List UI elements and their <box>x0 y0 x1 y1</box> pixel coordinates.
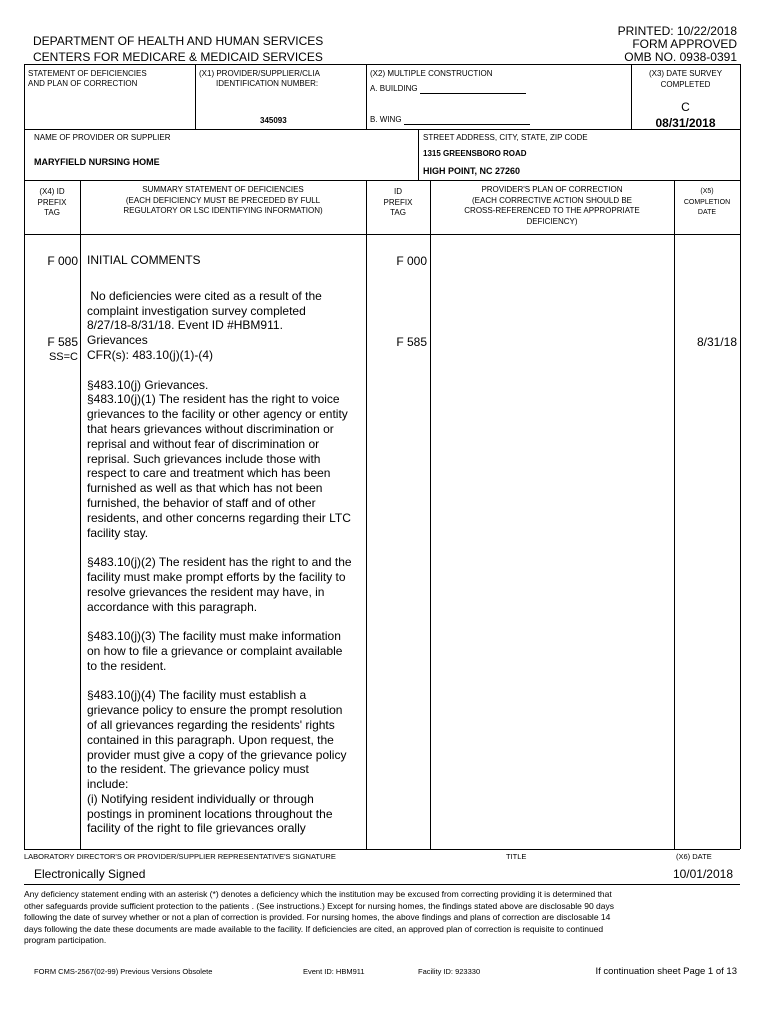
building-blank <box>420 85 526 94</box>
divider-line <box>24 234 740 235</box>
paragraph-483-10j3: §483.10(j)(3) The facility must make information on how to file a grievance or complaint available to the resident. <box>87 629 343 673</box>
divider-line <box>430 180 431 849</box>
completion-date: 8/31/18 <box>696 335 737 349</box>
right-border <box>740 64 741 849</box>
provider-name-label: NAME OF PROVIDER OR SUPPLIER <box>34 133 171 142</box>
tag-f000: F 000 <box>47 254 78 268</box>
divider-line <box>80 180 81 849</box>
wing-field: B. WING <box>370 115 530 125</box>
top-border <box>24 64 740 65</box>
paragraph-483-10j2: §483.10(j)(2) The resident has the right to and the facility must make prompt efforts by the facility to resolve grievances the resident may have, in accordance with this paragraph. <box>87 555 352 614</box>
x4-header: (X4) ID PREFIX TAG <box>37 187 67 217</box>
x2-label: (X2) MULTIPLE CONSTRUCTION <box>370 69 493 78</box>
left-border <box>24 64 25 849</box>
form-number: FORM CMS-2567(02-99) Previous Versions Obsolete <box>34 967 213 976</box>
street-address: 1315 GREENSBORO ROAD <box>423 149 527 158</box>
address-label: STREET ADDRESS, CITY, STATE, ZIP CODE <box>423 133 588 142</box>
department-title: DEPARTMENT OF HEALTH AND HUMAN SERVICES <box>33 34 324 48</box>
facility-id: Facility ID: 923330 <box>418 967 481 976</box>
x5-header: (X5) COMPLETION DATE <box>683 188 731 216</box>
divider-line <box>195 64 196 129</box>
summary-text <box>87 253 362 836</box>
signature-date: 10/01/2018 <box>672 867 733 881</box>
wing-blank <box>404 116 530 125</box>
id-f000: F 000 <box>396 254 427 268</box>
centers-title: CENTERS FOR MEDICARE & MEDICAID SERVICES <box>33 50 323 64</box>
signature-value: Electronically Signed <box>34 867 146 881</box>
signature-label: LABORATORY DIRECTOR'S OR PROVIDER/SUPPLIER REPRESENTATIVE'S SIGNATURE <box>24 852 336 861</box>
form-approved: FORM APPROVED <box>632 37 737 51</box>
divider-line <box>24 849 740 850</box>
cfr-reference: CFR(s): 483.10(j)(1)-(4) <box>87 347 214 362</box>
id-header: ID PREFIX TAG <box>383 187 413 217</box>
building-field: A. BUILDING <box>370 84 526 94</box>
x3-label: (X3) DATE SURVEY COMPLETED <box>648 69 723 89</box>
city-state-zip: HIGH POINT, NC 27260 <box>423 166 521 176</box>
continuation-page: If continuation sheet Page 1 of 13 <box>595 966 737 977</box>
printed-date: PRINTED: 10/22/2018 <box>617 24 737 38</box>
provider-id-value: 345093 <box>260 116 287 125</box>
plan-header: PROVIDER'S PLAN OF CORRECTION (EACH CORRECTIVE ACTION SHOULD BE CROSS-REFERENCED TO THE APPROPRIATE DEFICIENCY) <box>464 185 640 226</box>
divider-line <box>418 129 419 180</box>
divider-line <box>24 180 740 181</box>
divider-line <box>366 64 367 129</box>
no-deficiencies-paragraph: No deficiencies were cited as a result of the complaint investigation survey completed 8/27/18-8/31/18. Event ID #HBM911. <box>87 288 322 333</box>
survey-date: 08/31/2018 <box>655 116 716 130</box>
x6-date-label: (X6) DATE <box>676 852 712 861</box>
tag-f585: F 585 <box>47 335 78 349</box>
survey-code: C <box>681 100 690 114</box>
omb-number: OMB NO. 0938-0391 <box>624 50 737 64</box>
paragraph-483-10j4: §483.10(j)(4) The facility must establish a grievance policy to ensure the prompt resolution of all grievances regarding the residents' rights contained in this paragraph. Upon request, the provider must give a copy of the grievance policy to the resident. The grievance policy must include: (i) Notifying resident individually or through postings in prominent locations throughout the facility of the right to file grievances orally <box>87 688 347 836</box>
paragraph-483-10j1: §483.10(j) Grievances. §483.10(j)(1) The resident has the right to voice grievances to the facility or other agency or entity that hears grievances without discrimination or reprisal and without fear of discrimination or reprisal. Such grievances include those with respect to care and treatment which has been furnished as well as that which has not been furnished, the behavior of staff and of other residents, and other concerns regarding their LTC facility stay. <box>87 377 351 540</box>
divider-line <box>366 180 367 849</box>
grievances-title: Grievances <box>87 333 148 348</box>
divider-line <box>674 180 675 849</box>
event-id: Event ID: HBM911 <box>303 967 365 976</box>
x1-label: (X1) PROVIDER/SUPPLIER/CLIA IDENTIFICATION NUMBER: <box>199 69 320 88</box>
disclaimer: Any deficiency statement ending with an asterisk (*) denotes a deficiency which the institution may be excused from correcting providing it is determined that other safeguards provide sufficient protection to the patients . (See instructions.) Except for nursing homes, the findings stated above are disclosable 90 days following the date of survey whether or not a plan of correction is provided. For nursing homes, the above findings and plans of correction are disclosable 14 days following the date these documents are made available to the facility. If deficiencies are cited, an approved plan of correction is requisite to continued program participation. <box>24 889 614 945</box>
initial-comments: INITIAL COMMENTS <box>87 253 201 267</box>
provider-name: MARYFIELD NURSING HOME <box>34 157 160 167</box>
title-label: TITLE <box>506 852 527 861</box>
summary-header: SUMMARY STATEMENT OF DEFICIENCIES (EACH DEFICIENCY MUST BE PRECEDED BY FULL REGULATORY OR LSC IDENTIFYING INFORMATION) <box>123 185 323 215</box>
divider-line <box>24 884 740 885</box>
statement-label: STATEMENT OF DEFICIENCIES AND PLAN OF CORRECTION <box>28 69 147 88</box>
id-f585: F 585 <box>396 335 427 349</box>
scope-severity: SS=C <box>48 351 78 363</box>
